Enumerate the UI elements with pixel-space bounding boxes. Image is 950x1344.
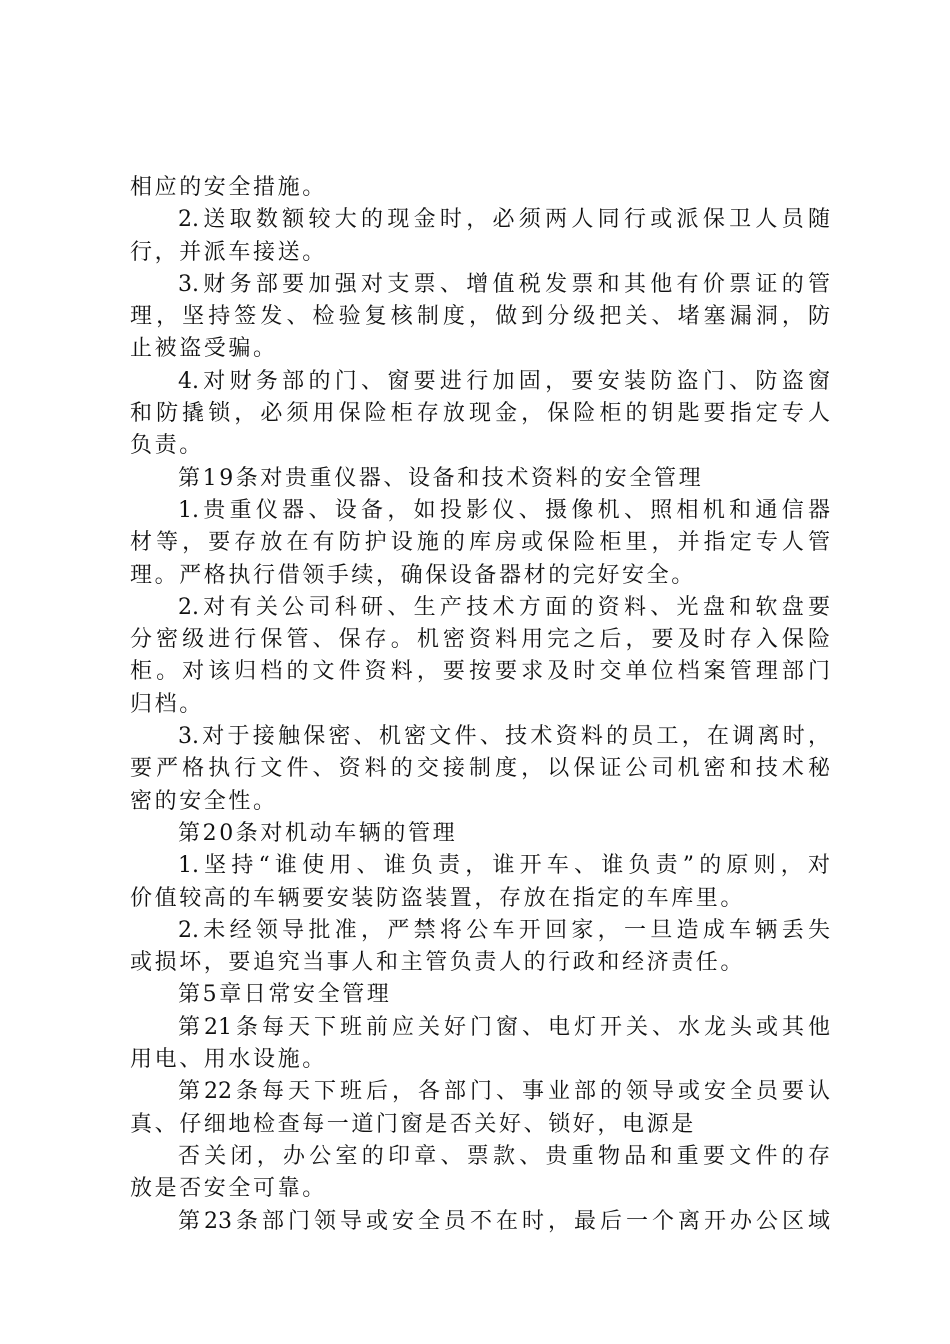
text-line: 2.送取数额较大的现金时，必须两人同行或派保卫人员随 [178, 207, 830, 233]
text-line: 第20条对机动车辆的管理 [178, 820, 458, 846]
text-line: 否关闭，办公室的印章、票款、贵重物品和重要文件的存 [178, 1143, 830, 1169]
text-line: 止被盗受骗。 [130, 336, 278, 362]
text-line: 3.财务部要加强对支票、增值税发票和其他有价票证的管 [178, 271, 830, 297]
text-line: 3.对于接触保密、机密文件、技术资料的员工，在调离时， [178, 724, 830, 750]
text-line: 或损坏，要追究当事人和主管负责人的行政和经济责任。 [130, 950, 746, 976]
text-line: 4.对财务部的门、窗要进行加固，要安装防盗门、防盗窗 [178, 368, 830, 394]
text-line: 放是否安全可靠。 [130, 1176, 327, 1202]
text-line: 柜。对该归档的文件资料，要按要求及时交单位档案管理部门 [130, 659, 830, 685]
text-line: 第22条每天下班后，各部门、事业部的领导或安全员要认 [178, 1079, 830, 1105]
text-line: 理。严格执行借领手续，确保设备器材的完好安全。 [130, 562, 696, 588]
text-line: 要严格执行文件、资料的交接制度，以保证公司机密和技术秘 [130, 756, 830, 782]
text-line: 材等，要存放在有防护设施的库房或保险柜里，并指定专人管 [130, 530, 830, 556]
text-line: 行，并派车接送。 [130, 239, 327, 265]
text-line: 1.坚持“谁使用、谁负责，谁开车、谁负责”的原则，对 [178, 853, 830, 879]
text-line: 2.未经领导批准，严禁将公车开回家，一旦造成车辆丢失 [178, 917, 830, 943]
text-line: 第19条对贵重仪器、设备和技术资料的安全管理 [178, 465, 704, 491]
text-line: 价值较高的车辆要安装防盗装置，存放在指定的车库里。 [130, 885, 746, 911]
text-line: 和防撬锁，必须用保险柜存放现金，保险柜的钥匙要指定专人 [130, 401, 830, 427]
text-line: 归档。 [130, 691, 204, 717]
text-line: 理，坚持签发、检验复核制度，做到分级把关、堵塞漏洞，防 [130, 304, 830, 330]
text-line: 1.贵重仪器、设备，如投影仪、摄像机、照相机和通信器 [178, 497, 830, 523]
text-line: 用电、用水设施。 [130, 1047, 327, 1073]
text-line: 第21条每天下班前应关好门窗、电灯开关、水龙头或其他 [178, 1014, 830, 1040]
text-line: 相应的安全措施。 [130, 175, 327, 200]
text-line: 分密级进行保管、保存。机密资料用完之后，要及时存入保险 [130, 627, 830, 653]
text-line: 2.对有关公司科研、生产技术方面的资料、光盘和软盘要 [178, 594, 830, 620]
text-line: 第5章日常安全管理 [178, 982, 392, 1008]
text-line: 密的安全性。 [130, 788, 278, 814]
text-line: 真、仔细地检查每一道门窗是否关好、锁好，电源是 [130, 1111, 696, 1137]
text-line: 负责。 [130, 433, 204, 459]
text-line: 第23条部门领导或安全员不在时，最后一个离开办公区域 [178, 1208, 830, 1234]
document-body [130, 172, 830, 1238]
